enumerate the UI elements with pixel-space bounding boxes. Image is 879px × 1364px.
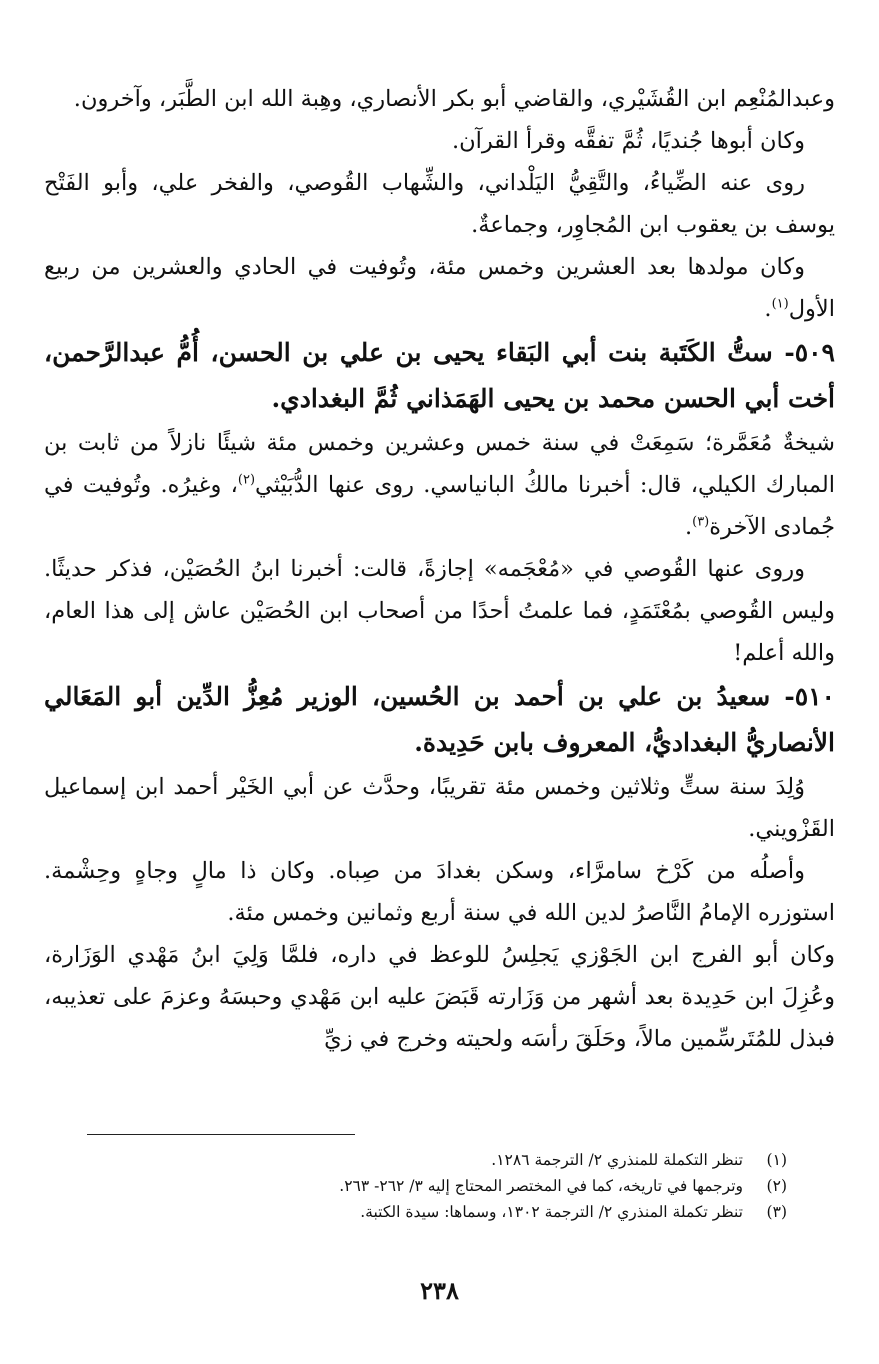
footnote-3 bbox=[87, 1199, 787, 1225]
footnotes-section bbox=[87, 1134, 787, 1225]
paragraph-2: وكان أبوها جُنديًا، ثُمَّ تفقَّه وقرأ القرآن. bbox=[451, 128, 805, 154]
entry-510-heading: ٥١٠- سعيدُ بن علي بن أحمد بن الحُسين، الوزير مُعِزُّ الدِّين أبو المَعَالي الأنصاريُّ البغداديُّ، المعروف بابن حَدِيدة. bbox=[44, 682, 835, 757]
footnote-number: (٣) bbox=[766, 1203, 787, 1221]
footnote-ref-1[interactable]: (١) bbox=[771, 296, 789, 312]
footnote-text: وترجمها في تاريخه، كما في المختصر المحتاج إليه ٣/ ٢٦٢- ٢٦٣. bbox=[339, 1177, 743, 1195]
footnote-number: (١) bbox=[766, 1151, 787, 1169]
page-number: ٢٣٨ bbox=[420, 1276, 459, 1305]
paragraph-1: وعبدالمُنْعِم ابن القُشَيْري، والقاضي أبو بكر الأنصاري، وهِبة الله ابن الطَّبَر، وآخرون. bbox=[73, 86, 835, 112]
footnote-number: (٢) bbox=[766, 1177, 787, 1195]
entry-509-heading: ٥٠٩- ستُّ الكَتَبة بنت أبي البَقاء يحيى بن علي بن الحسن، أُمُّ عبدالرَّحمن، أخت أبي الحسن محمد بن يحيى الهَمَذاني ثُمَّ البغدادي. bbox=[44, 338, 835, 413]
footnote-divider bbox=[87, 1134, 355, 1135]
paragraph-3: روى عنه الضِّياءُ، والتَّقِيُّ اليَلْداني، والشِّهاب القُوصي، والفخر علي، وأبو الفَتْح يوسف بن يعقوب ابن المُجاوِر، وجماعةٌ. bbox=[44, 170, 835, 238]
main-text bbox=[44, 78, 835, 1060]
paragraph-8: وأصلُه من كَرْخ سامرَّاء، وسكن بغدادَ من صِباه. وكان ذا مالٍ وجاهٍ وحِشْمة. استوزره الإمامُ النَّاصرُ لدين الله في سنة أربع وثمانين وخمس مئة. bbox=[44, 858, 835, 926]
paragraph-5: شيخةٌ مُعَمَّرة؛ سَمِعَتْ في سنة خمس وعشرين وخمس مئة شيئًا نازلاً من ثابت بن المبارك الكيلي، قال: أخبرنا مالكُ البانياسي. روى عنها الدُّبَيْثي$^{(٢)}$، وغيرُه. وتُوفيت في جُمادى الآخرة$^{(٣)}$. bbox=[44, 430, 835, 540]
paragraph-6: وروى عنها القُوصي في «مُعْجَمه» إجازةً، قالت: أخبرنا ابنُ الحُصَيْن، فذكر حديثًا. وليس القُوصي بمُعْتَمَدٍ، فما علمتُ أحدًا من أصحاب ابن الحُصَيْن عاش إلى هذا العام، والله أعلم! bbox=[44, 556, 835, 666]
footnote-text: تنظر تكملة المنذري ٢/ الترجمة ١٣٠٢، وسماها: سيدة الكتبة. bbox=[360, 1203, 743, 1221]
paragraph-4: وكان مولدها بعد العشرين وخمس مئة، وتُوفيت في الحادي والعشرين من ربيع الأول$^{(١)}$. bbox=[44, 254, 835, 322]
footnote-2 bbox=[87, 1173, 787, 1199]
footnote-1 bbox=[87, 1147, 787, 1173]
footnote-ref-3[interactable]: (٣) bbox=[692, 514, 710, 530]
paragraph-7: وُلِدَ سنة ستٍّ وثلاثين وخمس مئة تقريبًا، وحدَّث عن أبي الخَيْر أحمد ابن إسماعيل القَزْويني. bbox=[44, 774, 835, 842]
footnote-text: تنظر التكملة للمنذري ٢/ الترجمة ١٢٨٦. bbox=[491, 1151, 743, 1169]
footnote-ref-2[interactable]: (٢) bbox=[237, 472, 256, 488]
paragraph-9: وكان أبو الفرج ابن الجَوْزي يَجلِسُ للوعظ في داره، فلمَّا وَلِيَ ابنُ مَهْدي الوَزَارة، وعُزِلَ ابن حَدِيدة بعد أشهر من وَزَارته قَبَضَ عليه ابن مَهْدي وحبسَهُ وعزمَ على تعذيبه، فبذل للمُتَرسِّمين مالاً، وحَلَقَ رأسَه ولحيته وخرج في زيِّ bbox=[44, 942, 835, 1052]
